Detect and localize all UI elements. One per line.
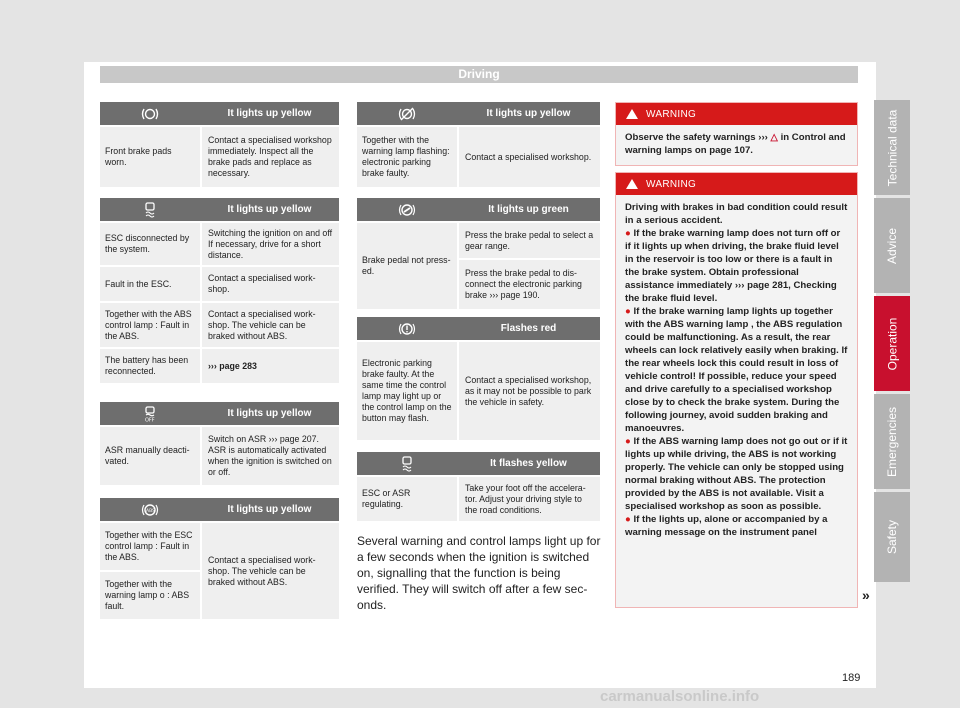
table-title: Flashes red xyxy=(500,323,557,334)
table-row xyxy=(100,521,339,619)
brake-pad-warning-icon xyxy=(100,107,200,121)
bullet-text: If the brake warning lamp does not turn off or if it lights up when driving, the brake fluid level in the reservoir is too low or there is a fault in the brake system. Obtain professional assistance immediately ››› page 281, Checking the brake fluid level. xyxy=(625,228,841,304)
table-cell-action: Take your foot off the accelerator. Adjust your driving style to the road conditions. xyxy=(457,477,600,521)
tab-label: Operation xyxy=(885,317,900,370)
warning-bullet xyxy=(625,227,848,305)
warning-header xyxy=(616,173,857,195)
continue-icon: » xyxy=(862,587,870,603)
table-cell-action: Contact a specialised workshop. The vehicle can be braked without ABS. xyxy=(200,303,339,347)
warning-bullet xyxy=(625,305,848,435)
table-row xyxy=(100,425,339,485)
brake-pedal-icon xyxy=(357,203,457,217)
abs-icon xyxy=(100,503,200,517)
table-cell-cause: ESC or ASR regulating. xyxy=(362,488,411,509)
warning-body xyxy=(616,195,857,545)
body-paragraph: Several warning and control lamps light up for a few seconds when the ignition is switched on, signalling that the function is being verified. They will switch off after a few seconds. xyxy=(357,534,601,612)
watermark: carmanualsonline.info xyxy=(600,688,760,705)
tab-label: Advice xyxy=(885,227,899,264)
table-cell-cause: Fault in the ESC. xyxy=(105,278,172,289)
warning-intro: Driving with brakes in bad condition could result in a serious accident. xyxy=(625,202,848,226)
page-link[interactable]: ››› page 283 xyxy=(200,349,339,383)
table-row xyxy=(100,301,339,347)
table-title: It lights up green xyxy=(488,204,569,215)
table-cell-cause: ESC disconnected by the system. xyxy=(105,233,190,254)
warning-label: WARNING xyxy=(646,178,697,190)
warning-triangle-icon: △ xyxy=(770,132,778,143)
warning-text: in Control and warning lamps on page 107. xyxy=(625,132,846,156)
table-row xyxy=(100,347,339,383)
table-title: It lights up yellow xyxy=(227,204,312,215)
tab-operation[interactable] xyxy=(874,296,910,391)
svg-text:OFF: OFF xyxy=(145,417,155,422)
table-row xyxy=(100,265,339,301)
table-header xyxy=(100,198,339,221)
table-cell-cause: Together with the warning lamp flashing: electronic parking brake faulty. xyxy=(362,135,450,178)
bullet-icon: ● xyxy=(625,228,634,239)
warning-text: Observe the safety warnings ››› xyxy=(625,132,771,143)
table-row xyxy=(100,221,339,265)
bullet-icon: ● xyxy=(625,514,634,525)
lamp-table-parking-brake xyxy=(357,102,600,187)
svg-text:ABS: ABS xyxy=(146,508,155,514)
table-cell-cause: Electronic parking brake faulty. At the same time the control lamp may light up or the control lamp on the button may flash. xyxy=(362,358,452,423)
esc-skid-icon xyxy=(100,202,200,218)
page-header-title: Driving xyxy=(458,67,500,81)
tab-safety[interactable] xyxy=(874,492,910,582)
table-title: It lights up yellow xyxy=(227,408,312,419)
table-cell-cause: ASR manually deactivated. xyxy=(105,445,190,466)
table-cell-cause: The battery has been reconnected. xyxy=(105,355,189,376)
warning-bullet xyxy=(625,435,848,513)
page-number: 189 xyxy=(842,672,861,684)
table-header xyxy=(100,102,339,125)
table-row xyxy=(357,340,600,440)
table-header xyxy=(357,452,600,475)
tab-technical-data[interactable] xyxy=(874,100,910,195)
table-cell-action: Contact a specialised workshop immediately. Inspect all the brake pads and replace as necessary. xyxy=(200,127,339,187)
tab-advice[interactable] xyxy=(874,198,910,293)
warning-body xyxy=(616,125,857,165)
table-cell-action: Switching the ignition on and off If necessary, drive for a short distance. xyxy=(200,223,339,265)
warning-box-safety xyxy=(615,102,858,166)
table-row xyxy=(357,475,600,521)
table-cell-action: Contact a specialised workshop. xyxy=(200,267,339,301)
table-cell-action: Switch on ASR ››› page 207. ASR is automatically activated when the ignition is switched on or off. xyxy=(200,427,339,485)
brake-pad-crossed-icon xyxy=(357,107,457,121)
table-title: It lights up yellow xyxy=(486,108,571,119)
table-header xyxy=(357,198,600,221)
esc-skid-icon xyxy=(357,456,457,472)
table-cell-cause: Front brake pads worn. xyxy=(105,146,172,167)
table-cell-cause: Together with the ABS control lamp : Fault in the ABS. xyxy=(105,308,192,341)
warning-box-brakes xyxy=(615,172,858,608)
bullet-icon: ● xyxy=(625,306,634,317)
table-row xyxy=(357,221,600,309)
table-cell-action: Press the brake pedal to select a gear range. xyxy=(465,229,594,251)
warning-bullet xyxy=(625,513,848,539)
table-row xyxy=(100,125,339,187)
warning-triangle-icon xyxy=(626,179,638,189)
lamp-table-esc-flash xyxy=(357,452,600,521)
table-cell-action: Press the brake pedal to disconnect the electronic parking brake ››› page 190. xyxy=(459,258,600,309)
table-header xyxy=(100,402,339,425)
table-cell-cause: Brake pedal not pressed. xyxy=(362,255,451,276)
warning-label: WARNING xyxy=(646,108,697,120)
warning-triangle-icon xyxy=(626,109,638,119)
lamp-table-asr xyxy=(100,402,339,485)
lamp-table-esc xyxy=(100,198,339,383)
page-header xyxy=(100,66,858,83)
table-cell-cause: Together with the warning lamp o : ABS fault. xyxy=(100,570,200,619)
lamp-table-brake-pads xyxy=(100,102,339,187)
table-cell-action: Contact a specialised workshop, as it may not be possible to park the vehicle in safety. xyxy=(457,342,600,440)
table-title: It lights up yellow xyxy=(227,108,312,119)
table-title: It lights up yellow xyxy=(227,504,312,515)
brake-system-icon xyxy=(357,322,457,336)
bullet-icon: ● xyxy=(625,436,634,447)
table-cell-cause: Together with the ESC control lamp : Fault in the ABS. xyxy=(105,530,193,562)
table-header xyxy=(357,317,600,340)
tab-label: Technical data xyxy=(885,109,899,186)
table-row xyxy=(357,125,600,187)
table-cell-action: Contact a specialised workshop. xyxy=(457,127,600,187)
lamp-table-brake-system xyxy=(357,317,600,440)
tab-label: Safety xyxy=(885,519,899,555)
bullet-text: If the lights up, alone or accompanied by a warning message on the instrument panel xyxy=(625,514,828,538)
lamp-table-brake-pedal xyxy=(357,198,600,309)
table-cell-action: Contact a specialised workshop. The vehicle can be braked without ABS. xyxy=(200,523,339,619)
table-header xyxy=(357,102,600,125)
table-title: It flashes yellow xyxy=(490,458,567,469)
tab-emergencies[interactable] xyxy=(874,394,910,489)
bullet-text: If the brake warning lamp lights up together with the ABS warning lamp , the ABS regulation could be malfunctioning. As a result, the rear wheels can lock relatively easily when braking. If the rear wheels lock this could result in loss of vehicle control! If possible, reduce your speed and drive carefully to a specialised workshop close by to check the brake system. During the following journey, avoid sudden braking and manoeuvres. xyxy=(625,306,848,434)
table-header xyxy=(100,498,339,521)
warning-header xyxy=(616,103,857,125)
asr-off-icon xyxy=(100,406,200,422)
tab-label: Emergencies xyxy=(885,406,899,477)
bullet-text: If the ABS warning lamp does not go out or if it lights up while driving, the ABS is not working properly. The vehicle can only be stopped using normal braking without ABS. The protection provided by the ABS is not available. Visit a specialised workshop as soon as possible. xyxy=(625,436,848,512)
lamp-table-abs xyxy=(100,498,339,619)
